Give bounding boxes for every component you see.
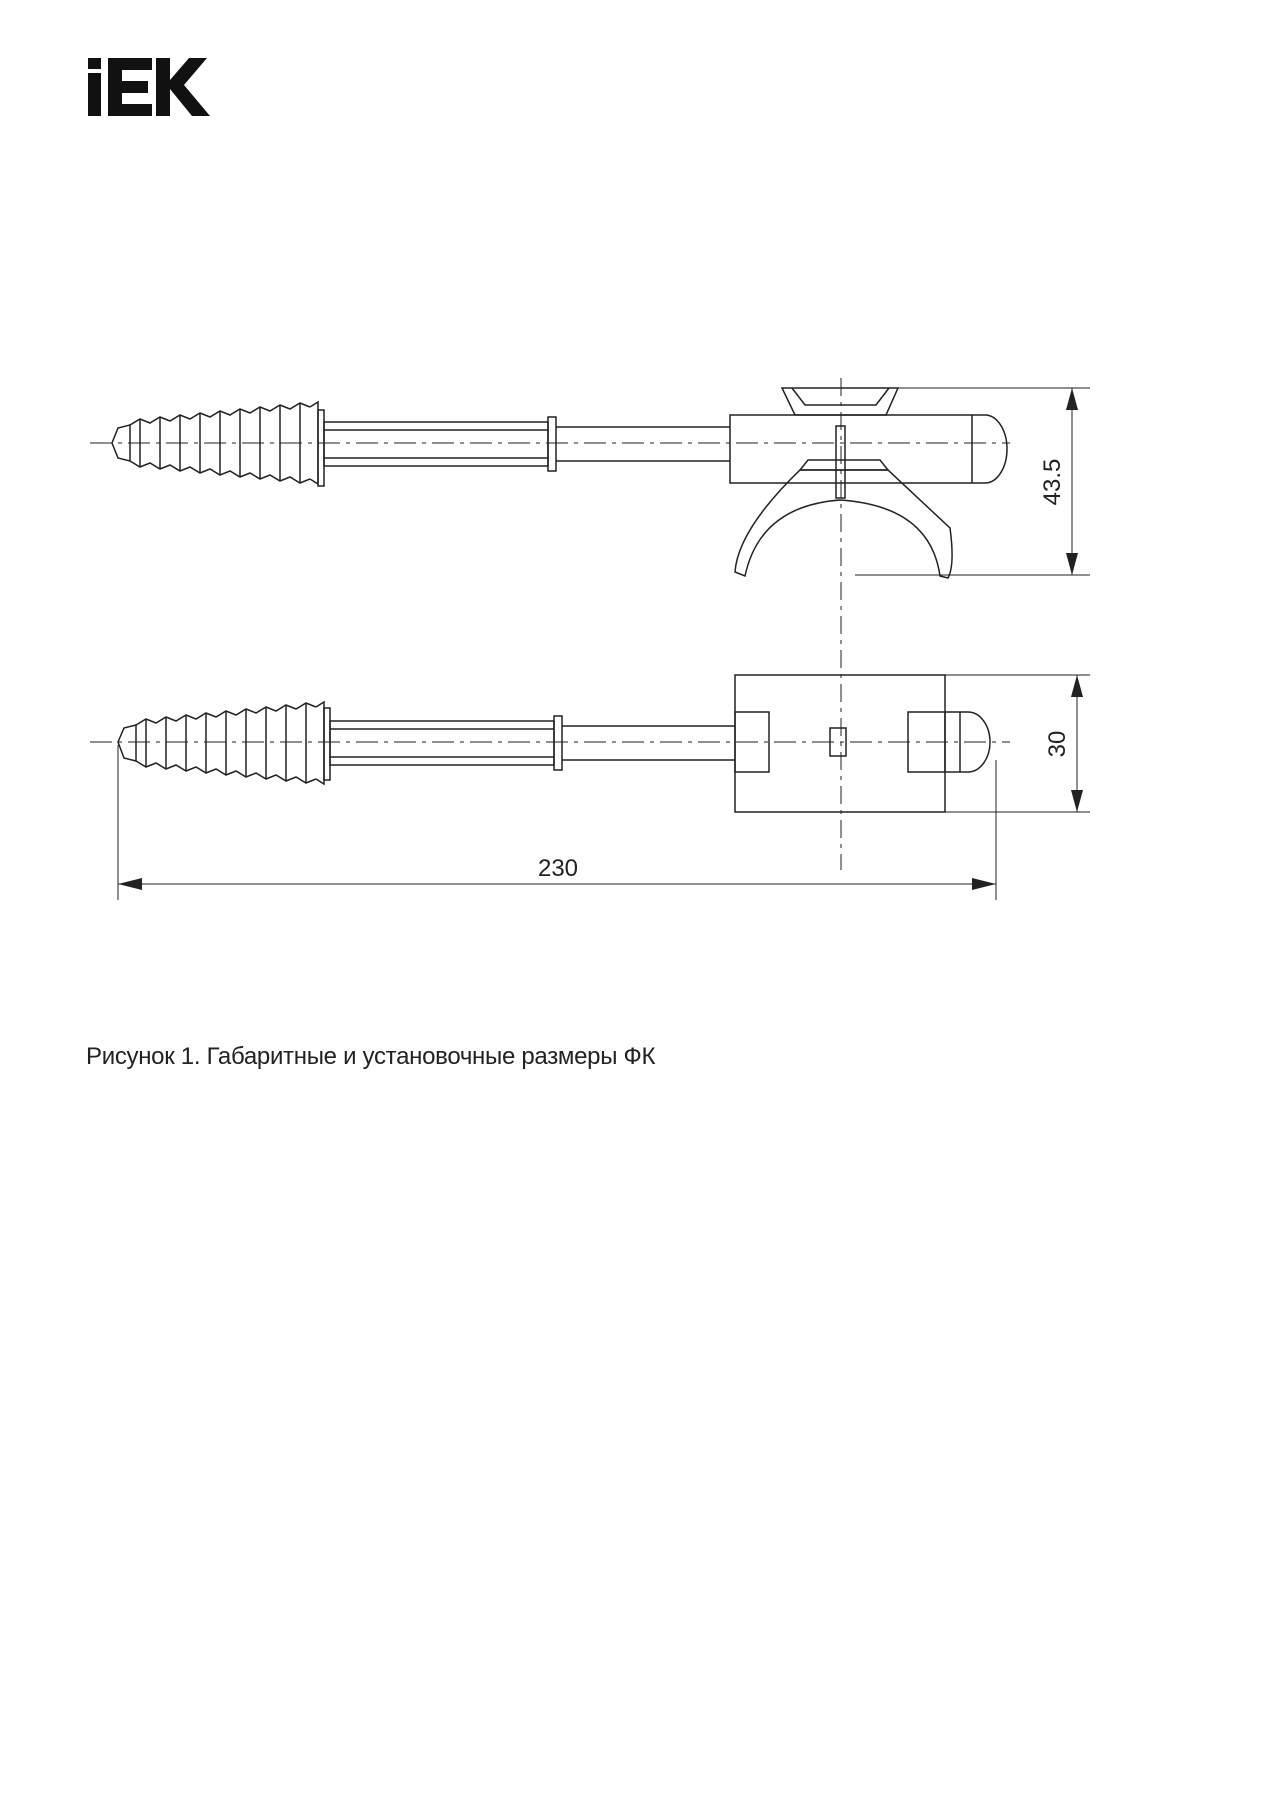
figure-caption: Рисунок 1. Габаритные и установочные размеры ФК bbox=[86, 1043, 656, 1070]
dimension-height-body: 30 bbox=[1044, 730, 1071, 758]
dimension-height-clip: 43.5 bbox=[1039, 458, 1066, 506]
dimension-total-length: 230 bbox=[537, 855, 579, 882]
plan-view bbox=[90, 675, 1010, 812]
dimension-lines bbox=[118, 388, 1090, 900]
dimension-arrows bbox=[118, 388, 1083, 890]
side-view bbox=[90, 378, 1010, 870]
